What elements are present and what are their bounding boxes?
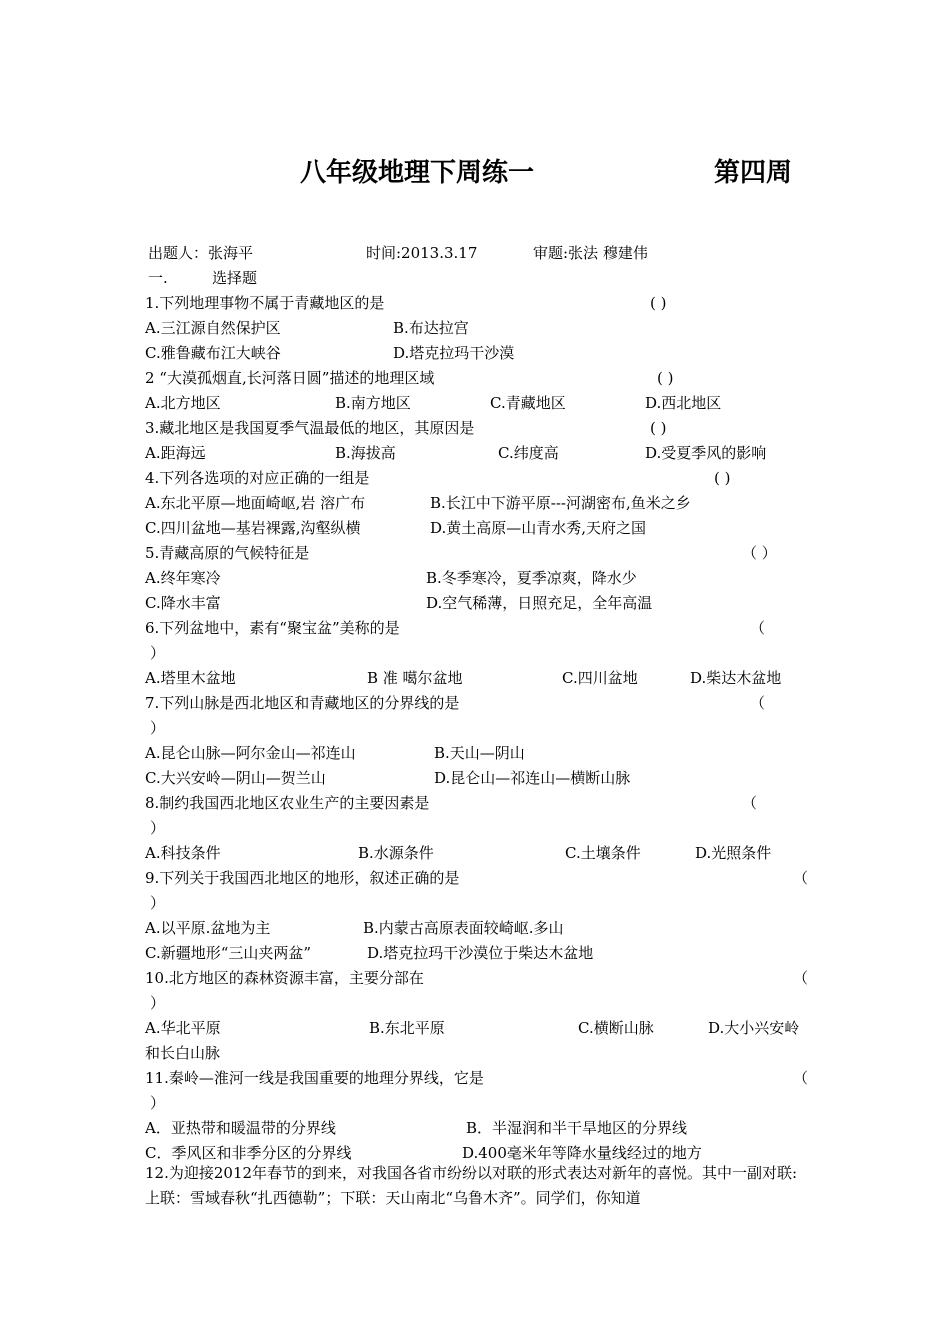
option: D.空气稀薄，日照充足，全年高温 — [426, 594, 653, 612]
option: A.以平原.盆地为主 — [145, 919, 271, 937]
question-12-stem: 12.为迎接2012年春节的到来，对我国各省市纷纷以对联的形式表达对新年的喜悦。其中一副对联:上联：雪域春秋“扎西德勒”；下联：天山南北“乌鲁木齐”。同学们，你知道 — [145, 1164, 798, 1207]
option: D.光照条件 — [695, 844, 772, 862]
answer-bracket: ( ) — [714, 469, 731, 487]
answer-bracket-close: ） — [150, 644, 166, 662]
page-title: 八年级地理下周练一 — [300, 158, 535, 188]
option: C.纬度高 — [498, 444, 559, 462]
option: A．亚热带和暖温带的分界线 — [145, 1119, 336, 1137]
option: B.东北平原 — [369, 1019, 445, 1037]
option: C．季风区和非季分区的分界线 — [145, 1144, 352, 1162]
author-label: 出题人：张海平 — [148, 244, 254, 262]
option: A.昆仑山脉—阿尔金山—祁连山 — [145, 744, 356, 762]
option: D.昆仑山—祁连山—横断山脉 — [434, 769, 631, 787]
option: B.冬季寒冷，夏季凉爽，降水少 — [426, 569, 637, 587]
option: C.大兴安岭—阴山—贺兰山 — [145, 769, 326, 787]
option: C.四川盆地 — [562, 669, 638, 687]
option: C.雅鲁藏布江大峡谷 — [145, 344, 281, 362]
option: D.西北地区 — [645, 394, 722, 412]
answer-bracket: （ — [750, 619, 766, 637]
option: B.南方地区 — [335, 394, 411, 412]
option: B.内蒙古高原表面较崎岖.多山 — [363, 919, 564, 937]
option: A.科技条件 — [145, 844, 221, 862]
answer-bracket-close: ） — [150, 719, 166, 737]
reviewer-label: 审题:张法 穆建伟 — [533, 244, 648, 262]
option: C.降水丰富 — [145, 594, 221, 612]
option: C.横断山脉 — [578, 1019, 654, 1037]
option: A.塔里木盆地 — [145, 669, 236, 687]
answer-bracket-close: ） — [150, 819, 166, 837]
answer-bracket: ( ) — [650, 419, 667, 437]
option: A.终年寒冷 — [145, 569, 221, 587]
option: B.天山—阴山 — [434, 744, 525, 762]
option: D.400毫米年等降水量线经过的地方 — [462, 1144, 702, 1162]
question-4-stem: 4.下列各选项的对应正确的一组是 — [145, 469, 370, 487]
option: B．半湿润和半干旱地区的分界线 — [466, 1119, 688, 1137]
option: D.塔克拉玛干沙漠 — [393, 344, 515, 362]
answer-bracket: （ — [793, 1069, 809, 1087]
option: C.新疆地形“三山夹两盆” — [145, 944, 312, 962]
answer-bracket-close: ） — [150, 894, 166, 912]
answer-bracket: ( ) — [650, 294, 667, 312]
option: C.青藏地区 — [490, 394, 566, 412]
question-5-stem: 5.青藏高原的气候特征是 — [145, 544, 310, 562]
question-11-stem: 11.秦岭—淮河一线是我国重要的地理分界线，它是 — [145, 1069, 484, 1087]
section-number: 一. — [148, 269, 168, 287]
answer-bracket: （ — [750, 694, 766, 712]
option: A.北方地区 — [145, 394, 221, 412]
option: B.海拔高 — [335, 444, 396, 462]
answer-bracket: （ — [793, 869, 809, 887]
option: C.土壤条件 — [565, 844, 641, 862]
answer-bracket-close: ） — [150, 1094, 166, 1112]
option: B.长江中下游平原---河湖密布,鱼米之乡 — [430, 494, 691, 512]
question-2-stem: 2 “大漠孤烟直,长河落日圆”描述的地理区域 — [145, 369, 435, 387]
option-continuation: 和长白山脉 — [145, 1044, 221, 1062]
week-label: 第四周 — [714, 158, 793, 188]
question-3-stem: 3.藏北地区是我国夏季气温最低的地区，其原因是 — [145, 419, 475, 437]
option: D.塔克拉玛干沙漠位于柴达木盆地 — [367, 944, 594, 962]
option: A.华北平原 — [145, 1019, 221, 1037]
option: B 准 噶尔盆地 — [367, 669, 463, 687]
answer-bracket: （ — [742, 794, 758, 812]
option: A.东北平原—地面崎岖,岩 溶广布 — [145, 494, 366, 512]
option: D.受夏季风的影响 — [645, 444, 767, 462]
answer-bracket: （ — [793, 969, 809, 987]
option: A.三江源自然保护区 — [145, 319, 281, 337]
option: B.布达拉宫 — [393, 319, 469, 337]
question-6-stem: 6.下列盆地中，素有“聚宝盆”美称的是 — [145, 619, 400, 637]
question-1-stem: 1.下列地理事物不属于青藏地区的是 — [145, 294, 385, 312]
answer-bracket-close: ） — [150, 994, 166, 1012]
option: D.柴达木盆地 — [690, 669, 782, 687]
answer-bracket: ( ) — [657, 369, 674, 387]
date-label: 时间:2013.3.17 — [366, 244, 478, 262]
option: D.黄土高原—山青水秀,天府之国 — [430, 519, 647, 537]
option: A.距海远 — [145, 444, 206, 462]
option: C.四川盆地—基岩裸露,沟壑纵横 — [145, 519, 361, 537]
question-9-stem: 9.下列关于我国西北地区的地形，叙述正确的是 — [145, 869, 460, 887]
answer-bracket: （ ） — [742, 544, 777, 562]
question-10-stem: 10.北方地区的森林资源丰富，主要分部在 — [145, 969, 424, 987]
section-title: 选择题 — [212, 269, 258, 287]
question-7-stem: 7.下列山脉是西北地区和青藏地区的分界线的是 — [145, 694, 460, 712]
question-8-stem: 8.制约我国西北地区农业生产的主要因素是 — [145, 794, 430, 812]
option: B.水源条件 — [358, 844, 434, 862]
option: D.大小兴安岭 — [708, 1019, 800, 1037]
